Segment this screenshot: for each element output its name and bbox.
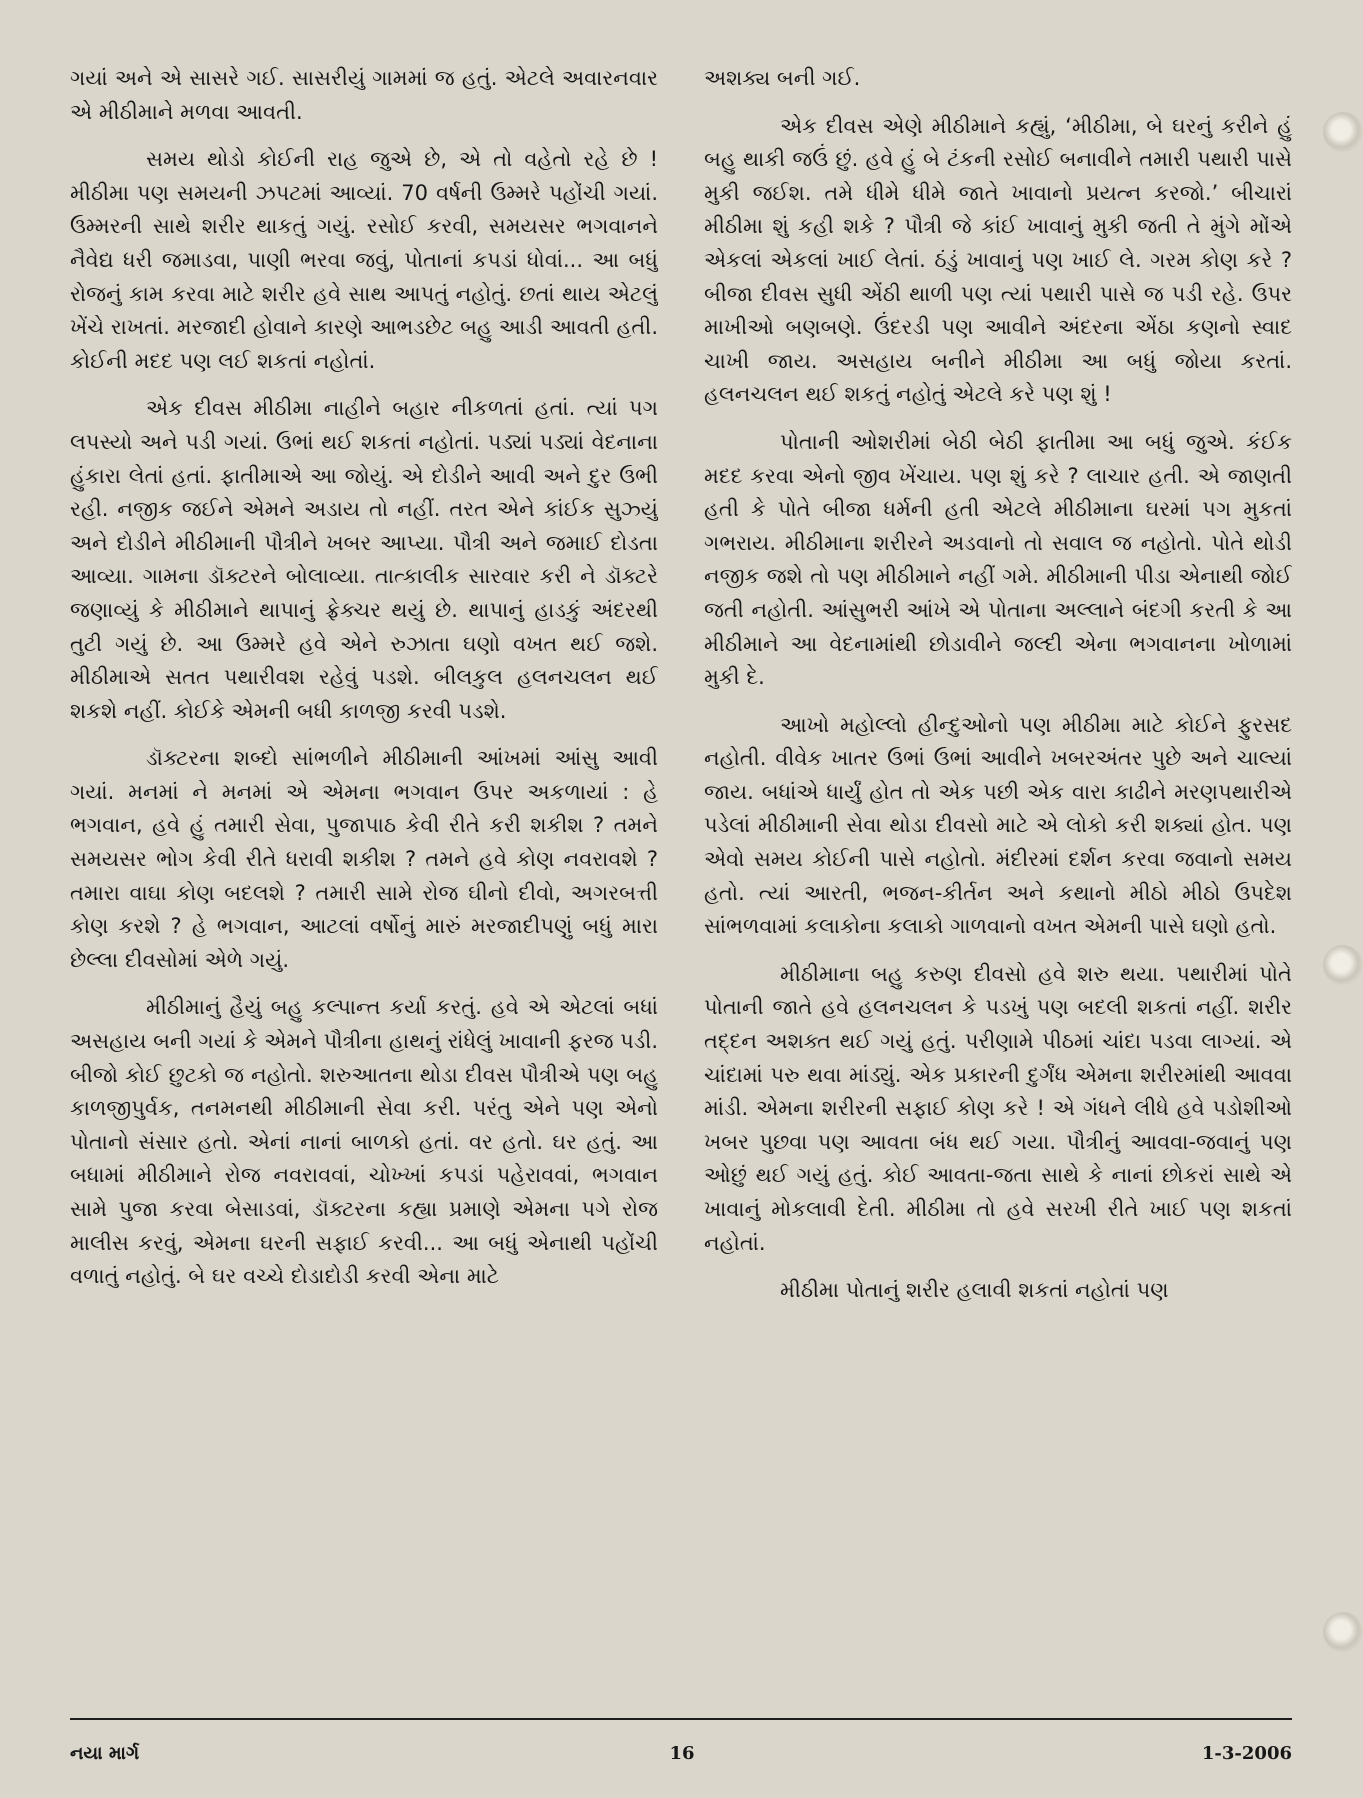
right-column [704, 62, 1292, 1700]
page-footer [70, 1736, 1292, 1770]
right-paragraph-5: મીઠીમાના બહુ કરુણ દીવસો હવે શરુ થયા. પથારીમાં પોતે પોતાની જાતે હવે હલનચલન કે પડખું પણ બદલી શકતાં નહીં. શરીર તદ્દન અશક્ત થઈ ગયું હતું. પરીણામે પીઠમાં ચાંદા પડવા લાગ્યાં. એ ચાંદામાં પરુ થવા માંડ્યું. એક પ્રકારની દુર્ગંધ એમના શરીરમાંથી આવવા માંડી. એમના શરીરની સફાઈ કોણ કરે ! એ ગંધને લીધે હવે પડોશીઓ ખબર પુછવા પણ આવતા બંધ થઈ ગયા. પૌત્રીનું આવવા-જવાનું પણ ઓછું થઈ ગયું હતું. કોઈ આવતા-જતા સાથે કે નાનાં છોકરાં સાથે એ ખાવાનું મોકલાવી દેતી. મીઠીમા તો હવે સરખી રીતે ખાઈ પણ શકતાં નહોતાં. [704, 961, 1292, 1255]
right-paragraph-6: મીઠીમા પોતાનું શરીર હલાવી શકતાં નહોતાં પણ [780, 1278, 1169, 1303]
left-paragraph-1: ગયાં અને એ સાસરે ગઈ. સાસરીયું ગામમાં જ હતું. એટલે અવારનવાર એ મીઠીમાને મળવા આવતી. [70, 66, 658, 124]
right-paragraph-4: આખો મહોલ્લો હીન્દુઓનો પણ મીઠીમા માટે કોઈને ફુરસદ નહોતી. વીવેક ખાતર ઉભાં ઉભાં આવીને ખબરઅંતર પુછે અને ચાલ્યાં જાય. બધાંએ ધાર્યું હોત તો એક પછી એક વારા કાઢીને મરણપથારીએ પડેલાં મીઠીમાની સેવા થોડા દીવસો માટે એ લોકો કરી શક્યાં હોત. પણ એવો સમય કોઈની પાસે નહોતો. મંદીરમાં દર્શન કરવા જવાનો સમય હતો. ત્યાં આરતી, ભજન-કીર્તન અને કથાનો મીઠો મીઠો ઉપદેશ સાંભળવામાં કલાકોના કલાકો ગાળવાનો વખત એમની પાસે ઘણો હતો. [704, 712, 1292, 939]
right-paragraph-3: પોતાની ઓશરીમાં બેઠી બેઠી ફાતીમા આ બધું જુએ. કંઈક મદદ કરવા એનો જીવ ખેંચાય. પણ શું કરે ? લાચાર હતી. એ જાણતી હતી કે પોતે બીજા ધર્મની હતી એટલે મીઠીમાના ઘરમાં પગ મુકતાં ગભરાય. મીઠીમાના શરીરને અડવાનો તો સવાલ જ નહોતો. પોતે થોડી નજીક જશે તો પણ મીઠીમાને નહીં ગમે. મીઠીમાની પીડા એનાથી જોઈ જતી નહોતી. આંસુભરી આંખે એ પોતાના અલ્લાને બંદગી કરતી કે આ મીઠીમાને આ વેદનામાંથી છોડાવીને જલ્દી એના ભગવાનના ખોળામાં મુકી દે. [704, 429, 1292, 690]
left-paragraph-5: મીઠીમાનું હૈયું બહુ કલ્પાન્ત કર્યા કરતું. હવે એ એટલાં બધાં અસહાય બની ગયાં કે એમને પૌત્રીના હાથનું રાંધેલું ખાવાની ફરજ પડી. બીજો કોઈ છુટકો જ નહોતો. શરુઆતના થોડા દીવસ પૌત્રીએ પણ બહુ કાળજીપુર્વક, તનમનથી મીઠીમાની સેવા કરી. પરંતુ એને પણ એનો પોતાનો સંસાર હતો. એનાં નાનાં બાળકો હતાં. વર હતો. ઘર હતું. આ બધામાં મીઠીમાને રોજ નવરાવવાં, ચોખ્ખાં કપડાં પહેરાવવાં, ભગવાન સામે પુજા કરવા બેસાડવાં, ડૉક્ટરના કહ્યા પ્રમાણે એમના પગે રોજ માલીસ કરવું, એમના ઘરની સફાઈ કરવી... આ બધું એનાથી પહોંચી વળાતું નહોતું. બે ઘર વચ્ચે દોડાદોડી કરવી એના માટે [70, 995, 658, 1289]
left-column [70, 62, 658, 1700]
left-paragraph-2: સમય થોડો કોઈની રાહ જુએ છે, એ તો વહેતો રહે છે ! મીઠીમા પણ સમયની ઝપટમાં આવ્યાં. 70 વર્ષની ઉમ્મરે પહોંચી ગયાં. ઉમ્મરની સાથે શરીર થાકતું ગયું. રસોઈ કરવી, સમયસર ભગવાનને નૈવેદ્ય ધરી જમાડવા, પાણી ભરવા જવું, પોતાનાં કપડાં ધોવાં... આ બધું રોજનું કામ કરવા માટે શરીર હવે સાથ આપતું નહોતું. છતાં થાય એટલું ખેંચે રાખતાં. મરજાદી હોવાને કારણે આભડછેટ બહુ આડી આવતી હતી. કોઈની મદદ પણ લઈ શકતાં નહોતાં. [70, 147, 658, 373]
footer-divider [70, 1718, 1292, 1720]
issue-date: 1-3-2006 [1201, 1742, 1292, 1764]
right-paragraph-1: અશક્ય બની ગઈ. [704, 66, 861, 90]
binder-hole-middle [1323, 945, 1363, 985]
page-number: 16 [669, 1742, 695, 1764]
binder-hole-top [1323, 112, 1363, 152]
left-paragraph-4: ડૉક્ટરના શબ્દો સાંભળીને મીઠીમાની આંખમાં આંસુ આવી ગયાં. મનમાં ને મનમાં એ એમના ભગવાન ઉપર અકળાયાં : હે ભગવાન, હવે હું તમારી સેવા, પુજાપાઠ કેવી રીતે કરી શકીશ ? તમને સમયસર ભોગ કેવી રીતે ધરાવી શકીશ ? તમને હવે કોણ નવરાવશે ? તમારા વાઘા કોણ બદલશે ? તમારી સામે રોજ ઘીનો દીવો, અગરબત્તી કોણ કરશે ? હે ભગવાન, આટલાં વર્ષોનું મારું મરજાદીપણું બધું મારા છેલ્લા દીવસોમાં એળે ગયું. [70, 746, 658, 972]
left-paragraph-3: એક દીવસ મીઠીમા નાહીને બહાર નીકળતાં હતાં. ત્યાં પગ લપસ્યો અને પડી ગયાં. ઉભાં થઈ શકતાં નહોતાં. પડ્યાં પડ્યાં વેદનાના હુંકારા લેતાં હતાં. ફાતીમાએ આ જોયું. એ દોડીને આવી અને દુર ઉભી રહી. નજીક જઈને એમને અડાય તો નહીં. તરત એને કાંઈક સુઝ્યું અને દોડીને મીઠીમાની પૌત્રીને ખબર આપ્યા. પૌત્રી અને જમાઈ દોડતા આવ્યા. ગામના ડૉક્ટરને બોલાવ્યા. તાત્કાલીક સારવાર કરી ને ડૉક્ટરે જણાવ્યું કે મીઠીમાને થાપાનું ફ્રેક્ચર થયું છે. થાપાનું હાડકું અંદરથી તુટી ગયું છે. આ ઉમ્મરે હવે એને રુઝાતા ઘણો વખત થઈ જશે. મીઠીમાએ સતત પથારીવશ રહેવું પડશે. બીલકુલ હલનચલન થઈ શકશે નહીં. કોઈકે એમની બધી કાળજી કરવી પડશે. [70, 396, 658, 723]
article-columns [70, 62, 1292, 1700]
magazine-name: નયા માર્ગ [70, 1742, 140, 1764]
binder-hole-bottom [1323, 1612, 1363, 1652]
right-paragraph-2: એક દીવસ એણે મીઠીમાને કહ્યું, ‘મીઠીમા, બે ઘરનું કરીને હું બહુ થાકી જઉં છું. હવે હું બે ટંકની રસોઈ બનાવીને તમારી પથારી પાસે મુકી જઈશ. તમે ધીમે ધીમે જાતે ખાવાનો પ્રયત્ન કરજો.’ બીચારાં મીઠીમા શું કહી શકે ? પૌત્રી જે કાંઈ ખાવાનું મુકી જતી તે મુંગે મોંએ એકલાં એકલાં ખાઈ લેતાં. ઠંડું ખાવાનું પણ ખાઈ લે. ગરમ કોણ કરે ? બીજા દીવસ સુધી એંઠી થાળી પણ ત્યાં પથારી પાસે જ પડી રહે. ઉપર માખીઓ બણબણે. ઉંદરડી પણ આવીને અંદરના એંઠા કણનો સ્વાદ ચાખી જાય. અસહાય બનીને મીઠીમા આ બધું જોયા કરતાં. હલનચલન થઈ શકતું નહોતું એટલે કરે પણ શું ! [704, 113, 1292, 407]
